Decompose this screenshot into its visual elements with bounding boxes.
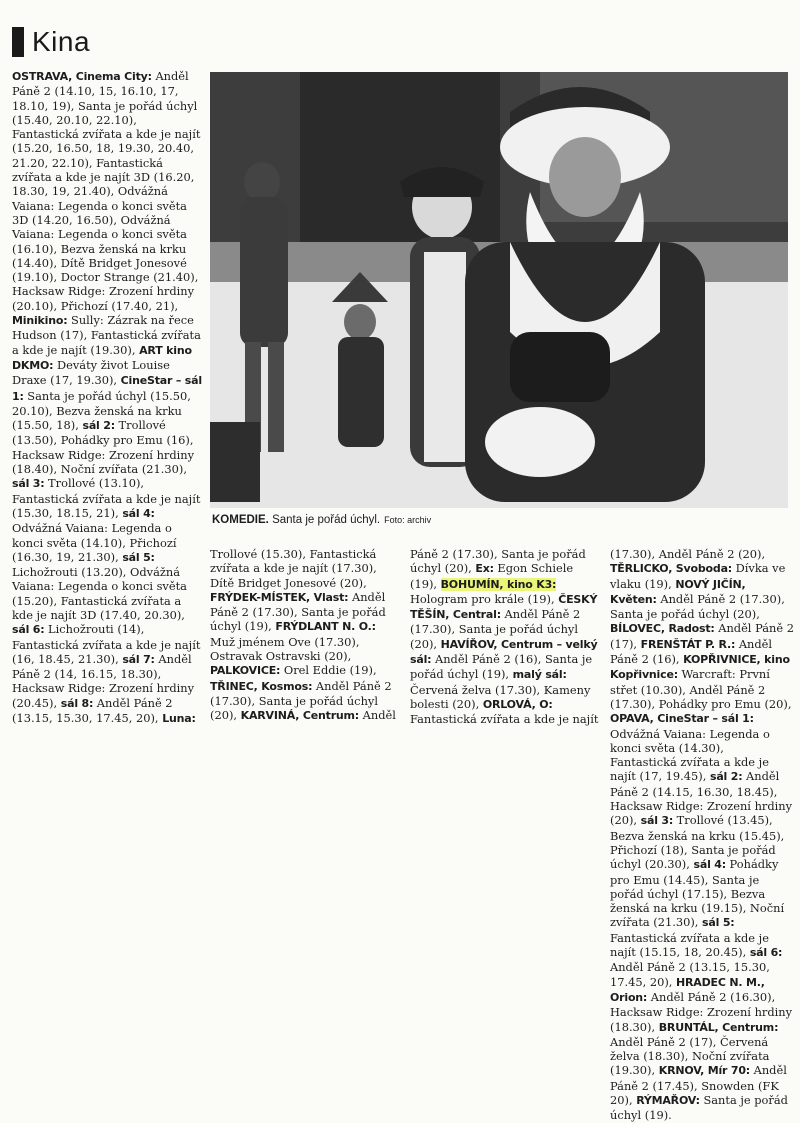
listing-films: Anděl Páně 2 (17.30), Santa je pořád úchyl (19), — [210, 589, 386, 634]
listing-films: Santa je pořád úchyl (15.50, 20.10), Bezva ženská na krku (15.50, 18), — [12, 388, 191, 433]
listing-films: Trollové (13.45), Bezva ženská na krku (15.45), Přichozí (18), Santa je pořád úchyl (20.30), — [610, 813, 785, 872]
listing-films: Odvážná Vaiana: Legenda o konci světa (14.10), Přichozí (16.30, 19, 21.30), — [12, 521, 177, 564]
listing-venue: FRENŠTÁT P. R.: — [640, 637, 736, 651]
listing-films: Anděl Páně 2 (13.15, 15.30, 17.45, 20), — [610, 960, 770, 989]
caption-text: Santa je pořád úchyl. — [268, 514, 381, 526]
listing-films: Anděl Páně 2 (17.30), Santa je pořád úchyl (20), — [610, 591, 785, 622]
listing-venue: TĚRLICKO, Svoboda: — [610, 562, 732, 576]
listing-venue: Minikino: — [12, 314, 68, 328]
listing-venue: CineStar – sál 1: — [12, 374, 202, 403]
listing-films-cont: (17.30), Anděl Páně 2 (20), — [610, 547, 766, 561]
listing-films: Trollové (13.10), Fantastická zvířata a kde je najít (15.30, 18.15, 21), — [12, 476, 201, 520]
caption-credit: Foto: archiv — [384, 515, 432, 525]
listing-films: Lichožrouti (13.20), Odvážná Vaiana: Legenda o konci světa (15.20), Fantastická zvířata a kde je najít 3D (17.40, 20.30), — [12, 565, 187, 622]
listing-venue: ORLOVÁ, O: — [482, 697, 553, 711]
listing-venue: sál 4: — [693, 858, 726, 872]
listing-films: Warcraft: První střet (10.30), Anděl Páně 2 (17.30), Pohádky pro Emu (20), — [610, 667, 792, 711]
listing-films: Anděl Páně 2 (17), — [610, 621, 794, 651]
listing-venue: PALKOVICE: — [210, 664, 281, 678]
listing-films: Santa je pořád úchyl (19). — [610, 1092, 788, 1123]
listing-films: Anděl Páně 2 (17.30), Santa je pořád úchyl (20), — [210, 678, 392, 723]
listing-films-cont: Trollové (15.30), Fantastická zvířata a kde je najít (17.30), Dítě Bridget Jonesové (20), — [210, 547, 377, 590]
listing-venue: sál 7: — [122, 652, 155, 666]
listing-venue: KOPŘIVNICE, kino Kopřivnice: — [610, 653, 790, 682]
section-title: Kina — [32, 26, 91, 57]
photo-caption — [212, 514, 788, 534]
listing-venue: NOVÝ JIČÍN, Květen: — [610, 577, 746, 606]
listing-venue: HAVÍŘOV, Centrum – velký sál: — [410, 637, 598, 667]
listing-films: Fantastická zvířata a kde je najít (15.15, 18, 20.45), — [610, 930, 769, 960]
listing-films-cont: Páně 2 (17.30), Santa je pořád úchyl (20), — [410, 547, 586, 576]
listing-films: Hologram pro krále (19), — [410, 591, 559, 606]
listing-venue: ART kino DKMO: — [12, 343, 192, 372]
listing-venue: sál 6: — [12, 623, 45, 637]
listing-venue: sál 4: — [122, 506, 155, 520]
listing-venue: TŘINEC, Kosmos: — [210, 679, 313, 693]
listing-venue: ČESKÝ TĚŠÍN, Central: — [410, 592, 598, 622]
listing-venue: KARVINÁ, Centrum: — [240, 709, 360, 723]
listing-column-4 — [610, 547, 794, 1123]
listing-venue: sál 6: — [749, 946, 783, 960]
listing-films: Anděl Páně 2 (13.15, 15.30, 17.45, 20), — [12, 695, 173, 726]
listing-venue: Luna: — [162, 712, 196, 726]
listing-films: Dívka ve vlaku (19), — [610, 561, 786, 591]
listing-venue: BOHUMÍN, kino K3: — [440, 577, 557, 591]
listing-films: Deváty život Louise Draxe (17, 19.30), — [12, 357, 170, 388]
listing-films: Anděl Páně 2 (14.10, 15, 16.10, 17, 18.10, 19), Santa je pořád úchyl (15.40, 20.10, 22.10), Fantastická zvířata a kde je najít (15.20, 16.50, 18, 19.30, 20.40, 21.20, 22.10), Fantastická zvířata a kde je najít 3D (16.20, 18.30, 19, 21.40), Odvážná Vaiana: Legenda o konci světa 3D (14.20, 16.50), Odvážná Vaiana: Legenda o konci světa (16.10), Bezva ženská na krku (14.40), Dítě Bridget Jonesové (19.10), Doctor Strange (21.40), Hacksaw Ridge: Zrození hrdiny (20.10), Přichozí (17.40, 21), — [12, 69, 201, 313]
listing-venue: sál 2: — [82, 419, 115, 433]
listing-films: Orel Eddie (19), — [280, 663, 377, 678]
listing-venue: sál 5: — [122, 550, 155, 564]
listing-films: Trollové (13.50), Pohádky pro Emu (16), Hacksaw Ridge: Zrození hrdiny (18.40), Noční zvířata (21.30), — [12, 418, 195, 477]
photo-santa — [210, 72, 788, 508]
listing-films: Anděl Páně 2 (14.15, 16.30, 18.45), Hacksaw Ridge: Zrození hrdiny (20), — [610, 769, 793, 828]
listing-films: Anděl Páně 2 (17), Červená želva (18.30), Noční zvířata (19.30), — [610, 1034, 770, 1078]
listing-films: Anděl Páně 2 (14, 16.15, 18.30), Hacksaw Ridge: Zrození hrdiny (20.45), — [12, 651, 195, 710]
listing-films: Anděl Páně 2 (16.30), Hacksaw Ridge: Zrození hrdiny (18.30), — [610, 989, 793, 1034]
listing-films: Anděl Páně 2 (17.45), Snowden (FK 20), — [610, 1063, 787, 1107]
listing-venue: sál 5: — [702, 916, 735, 930]
listing-films: Lichožrouti (14), Fantastická zvířata a kde je najít (16, 18.45, 21.30), — [12, 622, 201, 666]
listing-venue: sál 3: — [640, 814, 674, 828]
listing-column-1 — [12, 69, 204, 729]
listing-venue: Ex: — [475, 562, 494, 576]
listing-films: Fantastická zvířata a kde je najít — [410, 712, 599, 727]
listing-films: Sully: Zázrak na řece Hudson (17), Fantastická zvířata a kde je najít (19.30), — [12, 313, 201, 357]
listing-venue: sál 3: — [12, 477, 45, 491]
listing-venue: HRADEC N. M., Orion: — [610, 975, 765, 1004]
listing-venue: OSTRAVA, Cinema City: — [12, 70, 152, 83]
listing-venue: FRÝDLANT N. O.: — [275, 620, 376, 634]
listing-films: Anděl Páně 2 (17.30), Santa je pořád úchyl (20), — [410, 607, 581, 651]
section-header — [12, 22, 788, 62]
listing-films: Egon Schiele (19), — [410, 561, 574, 591]
listing-venue: sál 8: — [60, 696, 94, 710]
listing-column-3 — [410, 547, 600, 732]
listing-films: Červená želva (17.30), Kameny bolesti (20), — [410, 682, 591, 711]
listing-venue: sál 2: — [709, 770, 743, 784]
caption-label: KOMEDIE. — [212, 514, 269, 526]
listing-films: Pohádky pro Emu (14.45), Santa je pořád úchyl (17.15), Bezva ženská na krku (19.15), Noční zvířata (21.30), — [610, 857, 785, 930]
listing-films: Anděl Páně 2 (16), Santa je pořád úchyl (19), — [410, 652, 593, 682]
listing-venue: BRUNTÁL, Centrum: — [658, 1020, 779, 1034]
listing-films: Muž jménem Ove (17.30), Ostravak Ostravski (20), — [210, 634, 360, 664]
listing-venue: KRNOV, Mír 70: — [658, 1064, 750, 1078]
listing-venue: OPAVA, CineStar – sál 1: — [610, 712, 754, 726]
listing-venue: malý sál: — [512, 668, 567, 682]
listing-films: Anděl Páně 2 (16), — [610, 636, 773, 667]
listing-films: Odvážná Vaiana: Legenda o konci světa (14.30), Fantastická zvířata a kde je najít (17, 19.45), — [610, 726, 770, 784]
listing-films: Anděl — [359, 708, 396, 723]
listing-venue: RÝMAŘOV: — [636, 1093, 700, 1107]
listing-venue: BÍLOVEC, Radost: — [610, 622, 715, 636]
listing-venue: FRÝDEK-MÍSTEK, Vlast: — [210, 590, 349, 604]
listing-column-2 — [210, 547, 396, 732]
section-marker — [12, 27, 24, 57]
photo-illustration — [210, 72, 788, 508]
